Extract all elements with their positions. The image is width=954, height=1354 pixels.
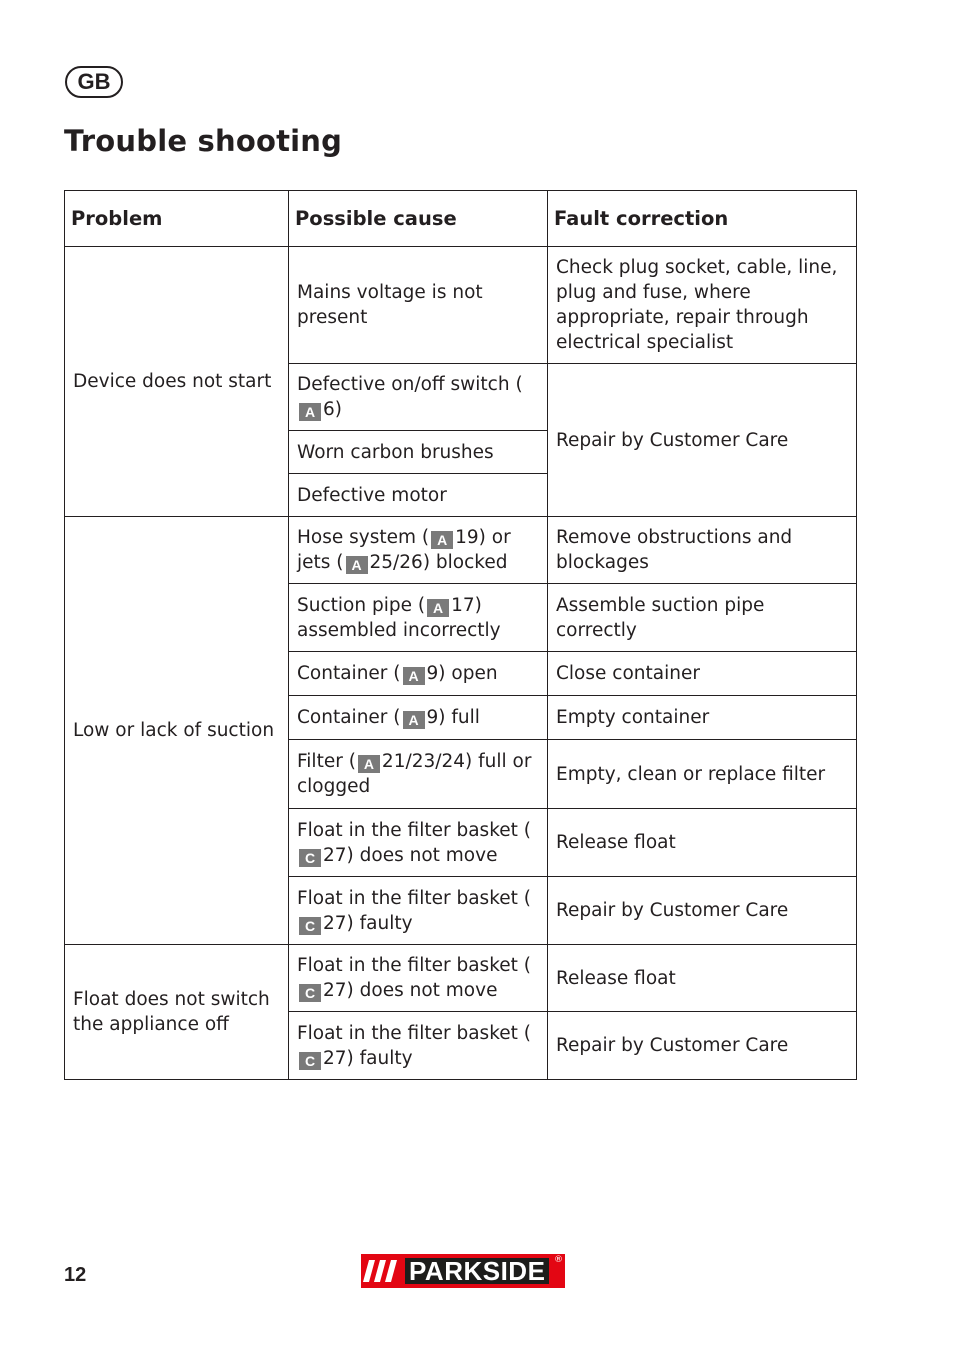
page-number: 12	[64, 1264, 87, 1286]
cause-text: Mains voltage is not present	[297, 282, 483, 328]
cause-text: Hose system (	[297, 527, 430, 548]
problem-cell: Float does not switch the appliance off	[65, 945, 289, 1080]
fix-cell: Assemble suction pipe correctly	[548, 584, 857, 652]
cause-cell	[289, 1012, 548, 1080]
problem-cell: Device does not start	[65, 247, 289, 517]
figure-ref-badge: C	[299, 984, 321, 1002]
cause-cell	[289, 517, 548, 584]
figure-ref-badge: A	[358, 755, 380, 773]
cause-text: 21/23/24) full or clogged	[297, 751, 532, 797]
cause-cell	[289, 474, 548, 517]
table-row	[65, 517, 857, 584]
figure-ref-badge: A	[427, 599, 449, 617]
cause-text: Worn carbon brushes	[297, 441, 494, 463]
cause-text: Suction pipe (	[297, 594, 426, 616]
figure-ref-badge: A	[403, 711, 425, 729]
page-title: Trouble shooting	[64, 124, 343, 158]
cause-text: Float in the filter basket (	[297, 1022, 531, 1044]
fix-cell: Remove obstructions and blockages	[548, 517, 857, 584]
fix-cell: Close container	[548, 652, 857, 696]
table-header-row	[65, 191, 857, 247]
header-fault-correction: Fault correction	[548, 191, 857, 247]
figure-ref-badge: A	[299, 403, 321, 421]
brand-name: PARKSIDE	[405, 1258, 549, 1284]
fix-cell: Release float	[548, 945, 857, 1012]
cause-text: Container (	[297, 663, 401, 684]
cause-text: Float in the filter basket (	[297, 955, 531, 976]
cause-text: Container (	[297, 707, 401, 728]
table-row	[65, 945, 857, 1012]
brand-logo	[361, 1254, 565, 1288]
fix-cell: Check plug socket, cable, line, plug and fuse, where appropriate, repair through electrical specialist	[548, 247, 857, 364]
language-badge: GB	[65, 66, 123, 98]
cause-text: Float in the filter basket (	[297, 887, 531, 909]
cause-cell	[289, 652, 548, 696]
figure-ref-badge: A	[403, 667, 425, 685]
cause-text: 19) or jets (	[297, 527, 511, 573]
cause-text: 27) does not move	[323, 844, 498, 866]
cause-text: 9) open	[426, 663, 498, 684]
logo-stripes-icon	[361, 1254, 405, 1288]
figure-ref-badge: C	[299, 1052, 321, 1070]
figure-ref-badge: A	[431, 531, 453, 549]
troubleshooting-table	[64, 190, 857, 1080]
cause-text: 25/26) blocked	[369, 552, 508, 573]
table-body	[65, 247, 857, 1080]
cause-cell	[289, 431, 548, 474]
cause-text: Filter (	[297, 751, 356, 772]
cause-cell	[289, 877, 548, 945]
fix-cell: Empty, clean or replace filter	[548, 740, 857, 809]
cause-text: Float in the filter basket (	[297, 819, 531, 841]
registered-mark: ®	[554, 1255, 563, 1265]
figure-ref-badge: A	[346, 556, 368, 574]
fix-cell: Empty container	[548, 696, 857, 740]
cause-text: 17) assembled incorrectly	[297, 594, 501, 641]
cause-cell	[289, 696, 548, 740]
cause-text: 6)	[323, 399, 342, 420]
fix-cell: Repair by Customer Care	[548, 364, 857, 517]
cause-text: 27) does not move	[323, 980, 498, 1001]
header-possible-cause: Possible cause	[289, 191, 548, 247]
cause-cell	[289, 584, 548, 652]
fix-cell: Release float	[548, 809, 857, 877]
cause-text: Defective on/off switch (	[297, 374, 523, 395]
cause-cell	[289, 247, 548, 364]
fix-cell: Repair by Customer Care	[548, 1012, 857, 1080]
table-row	[65, 247, 857, 364]
cause-cell	[289, 740, 548, 809]
cause-text: 9) full	[426, 707, 480, 728]
header-problem: Problem	[65, 191, 289, 247]
figure-ref-badge: C	[299, 849, 321, 867]
cause-text: 27) faulty	[323, 912, 413, 934]
cause-cell	[289, 364, 548, 431]
cause-text: 27) faulty	[323, 1047, 413, 1069]
fix-cell: Repair by Customer Care	[548, 877, 857, 945]
problem-cell: Low or lack of suction	[65, 517, 289, 945]
figure-ref-badge: C	[299, 917, 321, 935]
cause-text: Defective motor	[297, 484, 447, 506]
cause-cell	[289, 945, 548, 1012]
cause-cell	[289, 809, 548, 877]
